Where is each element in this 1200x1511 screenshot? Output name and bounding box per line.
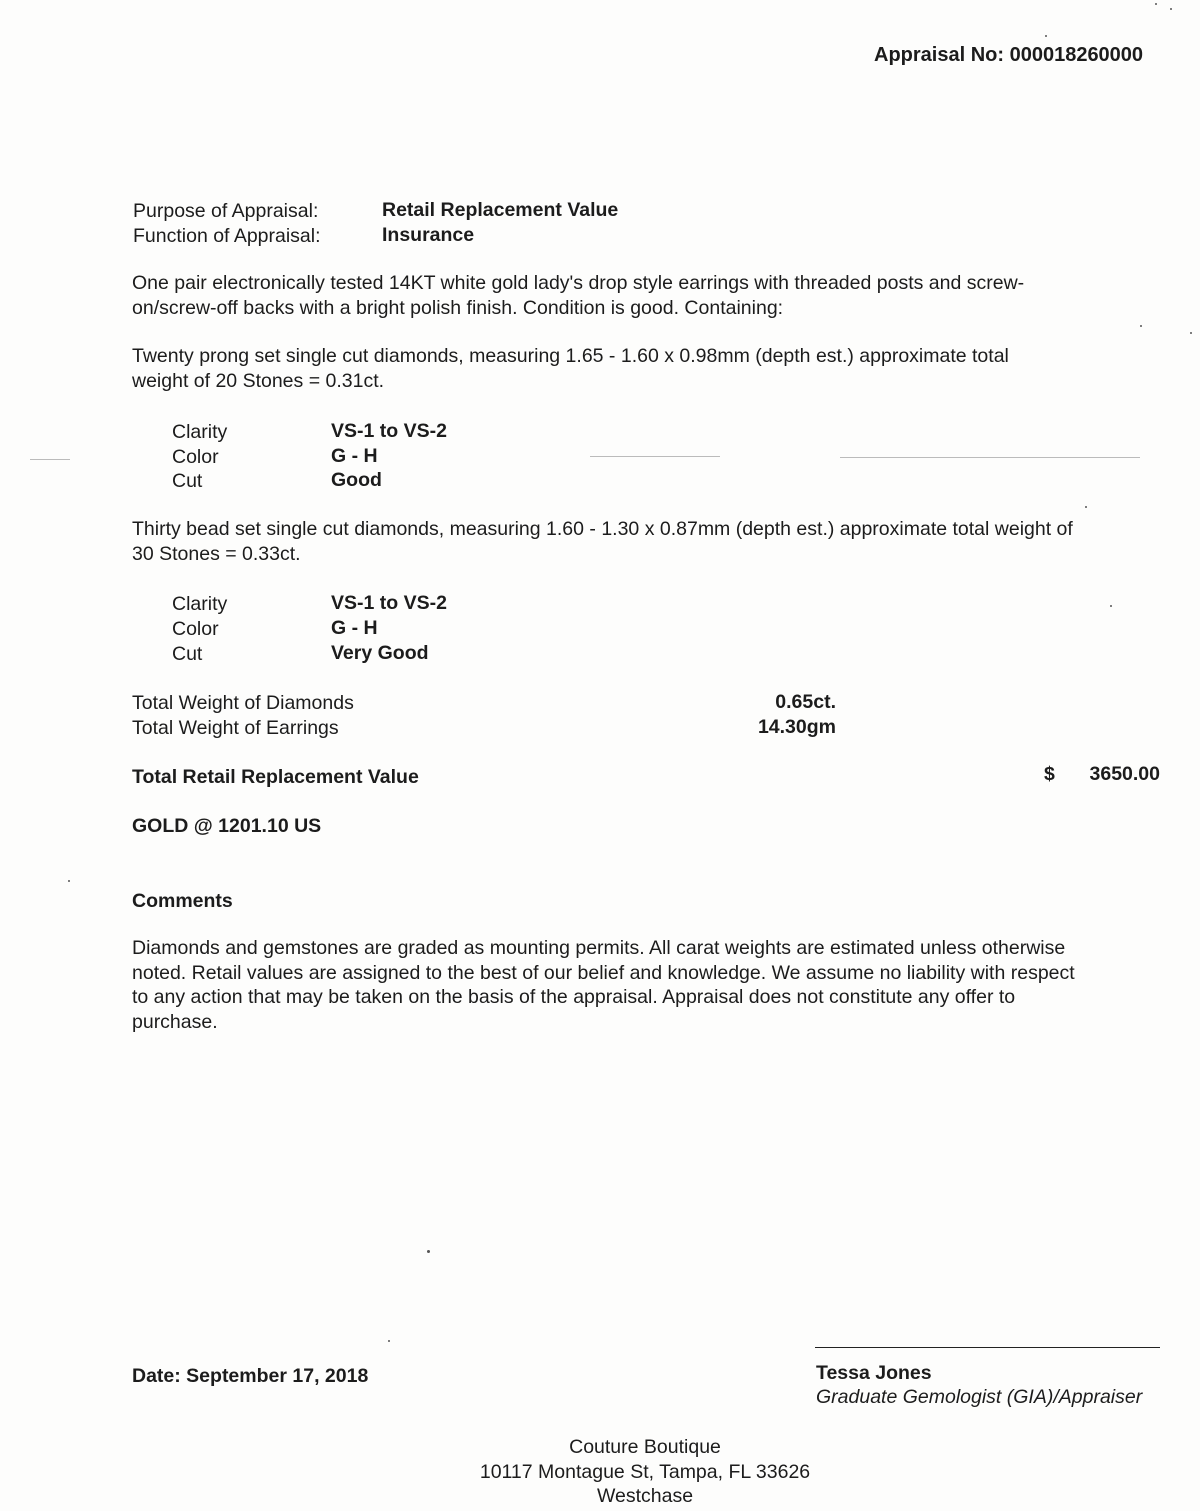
comments-text: Diamonds and gemstones are graded as mounting permits. All carat weights are estimated unless otherwise noted. Retail values are assigned to the best of our belief and knowledge. We assume no liability with respect to any action that may be taken on the basis of the appraisal. Appraisal does not constitute any offer to purchase. (132, 937, 1075, 1033)
business-area: Westchase (596, 1485, 694, 1507)
scan-speck (427, 1250, 430, 1253)
total-earrings-label: Total Weight of Earrings (132, 717, 339, 739)
cut-label: Cut (172, 643, 203, 665)
function-label: Function of Appraisal: (133, 225, 321, 247)
scan-speck (1190, 332, 1192, 334)
business-address: 10117 Montague St, Tampa, FL 33626 (479, 1461, 811, 1483)
appraisal-date: Date: September 17, 2018 (132, 1365, 369, 1387)
cut-value: Good (331, 469, 382, 491)
clarity-value: VS-1 to VS-2 (331, 420, 447, 442)
scan-speck (68, 880, 70, 882)
gold-price: GOLD @ 1201.10 US (132, 815, 322, 837)
cut-label: Cut (172, 470, 203, 492)
function-value: Insurance (382, 224, 475, 246)
appraiser-name: Tessa Jones (816, 1362, 932, 1384)
total-diamonds-value: 0.65ct. (775, 691, 836, 713)
item-description: One pair electronically tested 14KT white gold lady's drop style earrings with threaded posts and screw-on/screw-off backs with a bright polish finish. Condition is good. Containing: (132, 272, 1025, 319)
total-diamonds-label: Total Weight of Diamonds (132, 692, 354, 714)
scan-speck (1110, 605, 1112, 607)
scan-speck (1045, 35, 1047, 37)
purpose-value: Retail Replacement Value (382, 199, 619, 221)
stone-group-2-description: Thirty bead set single cut diamonds, measuring 1.60 - 1.30 x 0.87mm (depth est.) approximate total weight of 30 Stones = 0.33ct. (132, 518, 1073, 565)
appraisal-number: Appraisal No: 000018260000 (874, 44, 1144, 66)
color-value: G - H (331, 445, 378, 467)
comments-heading: Comments (132, 890, 233, 912)
scan-speck (1155, 3, 1157, 5)
stone-group-1-description: Twenty prong set single cut diamonds, measuring 1.65 - 1.60 x 0.98mm (depth est.) approximate total weight of 20 Stones = 0.31ct. (132, 345, 1009, 392)
clarity-value: VS-1 to VS-2 (331, 592, 447, 614)
color-label: Color (172, 446, 219, 468)
scan-line (590, 456, 720, 457)
color-value: G - H (331, 617, 378, 639)
purpose-label: Purpose of Appraisal: (133, 200, 319, 222)
signature-line (815, 1347, 1160, 1348)
cut-value: Very Good (331, 642, 429, 664)
currency-symbol: $ (1044, 763, 1055, 785)
total-earrings-value: 14.30gm (757, 716, 836, 738)
color-label: Color (172, 618, 219, 640)
scan-line (30, 459, 70, 460)
scan-line (840, 457, 1140, 458)
retail-value-label: Total Retail Replacement Value (132, 766, 419, 788)
retail-value-amount: 3650.00 (1089, 763, 1160, 785)
clarity-label: Clarity (172, 421, 228, 443)
scan-speck (1170, 8, 1172, 10)
scan-speck (1085, 506, 1087, 508)
business-name: Couture Boutique (569, 1436, 721, 1458)
scan-speck (388, 1340, 390, 1342)
clarity-label: Clarity (172, 593, 228, 615)
scan-speck (1140, 325, 1142, 327)
appraiser-title: Graduate Gemologist (GIA)/Appraiser (816, 1386, 1143, 1408)
